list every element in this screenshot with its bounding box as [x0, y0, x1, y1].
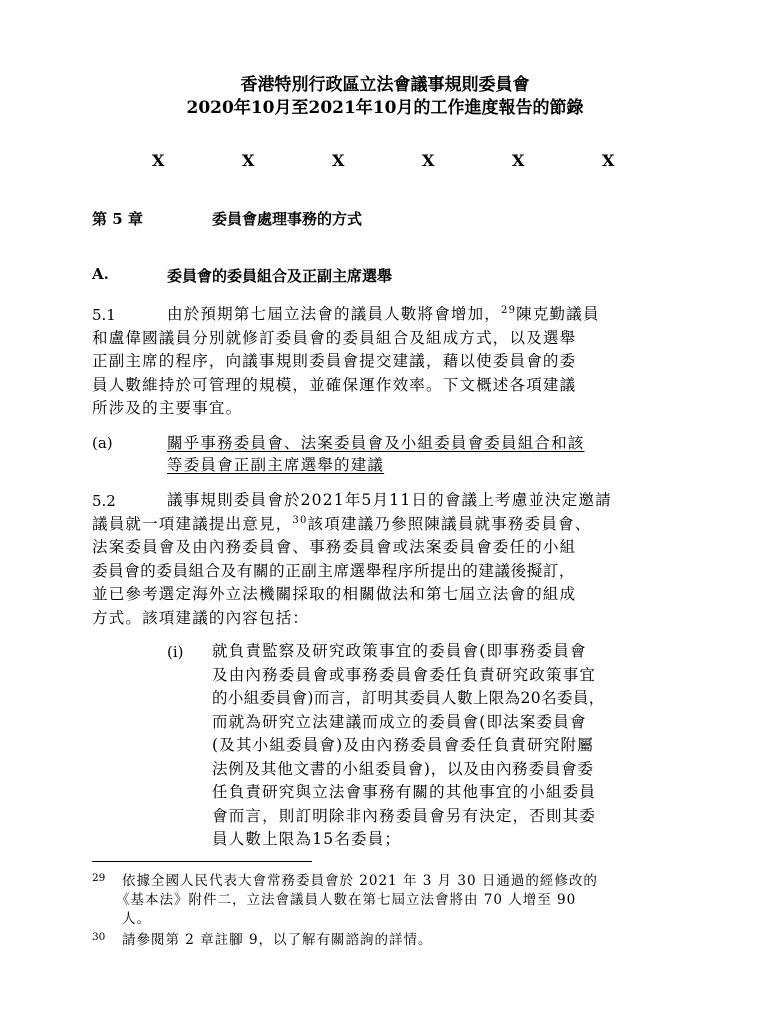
paragraph-line: 員人數維持於可管理的規模，並確保運作效率。下文概述各項建議 — [92, 375, 577, 394]
subsection-title-line: 關乎事務委員會、法案委員會及小組委員會委員組合和該 — [167, 434, 585, 452]
paragraph-line: 所涉及的主要事宜。 — [92, 399, 243, 417]
footnote-line: 人。 — [122, 911, 151, 927]
document-title-line1: 香港特別行政區立法會議事規則委員會 — [240, 75, 530, 95]
list-item-line: 就負責監察及研究政策事宜的委員會(即事務委員會 — [212, 642, 587, 660]
paragraph-text: 議員就一項建議提出意見， — [92, 514, 293, 533]
footnote-line: 請參閱第 2 章註腳 9，以了解有關諮詢的詳情。 — [122, 932, 433, 948]
list-item-label: (i) — [167, 643, 184, 661]
paragraph-number: 5.1 — [92, 306, 116, 324]
section-title: 委員會的委員組合及正副主席選舉 — [167, 267, 393, 285]
paragraph-text: 由於預期第七屆立法會的議員人數將會增加， — [167, 305, 502, 323]
paragraph-number: 5.2 — [92, 492, 116, 510]
paragraph-first-line: 議事規則委員會於2021年5月11日的會議上考慮並決定邀請 — [167, 491, 612, 509]
chapter-title: 委員會處理事務的方式 — [212, 210, 363, 228]
section-label: A. — [92, 265, 109, 283]
separator-mark: X — [422, 151, 435, 170]
paragraph-text: 該項建議乃參照陳議員就事務委員會、 — [307, 514, 592, 533]
paragraph-line: 正副主席的程序，向議事規則委員會提交建議，藉以使委員會的委 — [92, 352, 577, 370]
subsection-title-line: 等委員會正副主席選舉的建議 — [167, 456, 385, 474]
list-item-line: 的小組委員會)而言，訂明其委員人數上限為20名委員， — [212, 689, 605, 707]
separator-mark: X — [242, 151, 255, 170]
footnote-reference: 29 — [501, 304, 517, 316]
footnote-number: 29 — [92, 872, 106, 884]
footnote-reference: 30 — [292, 514, 308, 526]
chapter-number: 第 5 章 — [92, 210, 143, 228]
list-item-line: 會而言，則訂明除非內務委員會另有決定，否則其委 — [212, 806, 597, 825]
list-item-line: 法例及其他文書的小組委員會)，以及由內務委員會委 — [212, 759, 594, 778]
subsection-label: (a) — [92, 434, 113, 452]
paragraph-text: 陳克勤議員 — [516, 305, 600, 323]
footnote-number: 30 — [92, 931, 106, 943]
paragraph-first-line — [167, 303, 600, 327]
paragraph-line: 委員會的委員組合及有關的正副主席選舉程序所提出的建議後擬訂， — [92, 561, 576, 580]
list-item-line: 員人數上限為15名委員； — [212, 830, 402, 848]
paragraph-line: 方式。該項建議的內容包括： — [92, 608, 310, 627]
paragraph-line: 法案委員會及由內務委員會、事務委員會或法案委員會委任的小組 — [92, 538, 577, 556]
list-item-line: 任負責研究與立法會事務有關的其他事宜的小組委員 — [212, 783, 597, 801]
separator-mark: X — [152, 151, 165, 170]
footnote-line: 《基本法》附件二，立法會議員人數在第七屆立法會將由 70 人增至 90 — [116, 892, 577, 908]
document-title-line2: 2020年10月至2021年10月的工作進度報告的節錄 — [186, 98, 584, 118]
separator-mark: X — [332, 151, 345, 170]
paragraph-line — [92, 513, 591, 537]
list-item-line: (及其小組委員會)及由內務委員會委任負責研究附屬 — [212, 736, 594, 754]
paragraph-line: 和盧偉國議員分別就修訂委員會的委員組合及組成方式，以及選舉 — [92, 328, 577, 347]
footnote-divider — [92, 861, 312, 862]
paragraph-line: 並已參考選定海外立法機關採取的相關做法和第七屆立法會的組成 — [92, 585, 577, 603]
list-item-line: 及由內務委員會或事務委員會委任負責研究政策事宜 — [212, 665, 597, 684]
footnote-line: 依據全國人民代表大會常務委員會於 2021 年 3 月 30 日通過的經修改的 — [122, 873, 598, 889]
separator-mark: X — [602, 151, 615, 170]
list-item-line: 而就為研究立法建議而成立的委員會(即法案委員會 — [212, 712, 587, 731]
separator-mark: X — [512, 151, 525, 170]
